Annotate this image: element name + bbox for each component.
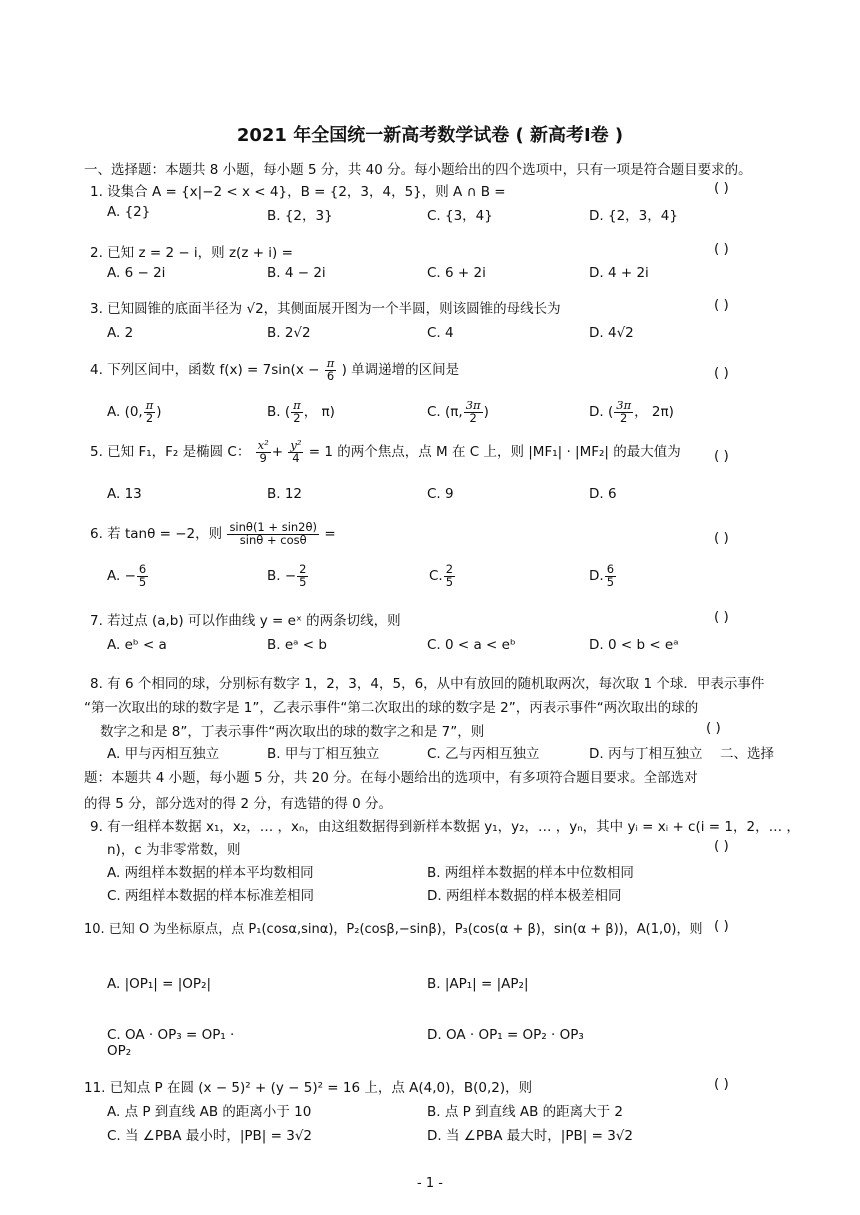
answer-bracket: ( ) [714,838,729,854]
q9-option-d: D. 两组样本数据的样本极差相同 [427,888,622,904]
q6-option-a: A. − $\frac{6}{5}$ [107,562,147,589]
section-heading-2-line-3: 的得 5 分，部分选对的得 2 分，有选错的得 0 分。 [84,796,393,812]
question-4-stem [90,358,459,382]
q1-option-a: A. {2} [107,204,151,220]
q5-option-c: C. 9 [427,486,454,502]
q4-stem-start: 4. 下列区间中，函数 f(x) = 7sin(x − [90,362,320,378]
question-9-line-1: 9. 有一组样本数据 x₁，x₂，… ，xₙ，由这组数据得到新样本数据 y₁，y₂，… ，yₙ，其中 yᵢ = xᵢ + c(i = 1，2，… ， [90,819,800,835]
q10-option-a: A. |OP₁| = |OP₂| [107,976,212,992]
answer-bracket: ( ) [714,609,729,625]
q2-option-b: B. 4 − 2i [267,265,326,281]
answer-bracket: ( ) [706,720,721,736]
q7-option-a: A. eᵇ < a [107,637,167,653]
q2-option-c: C. 6 + 2i [427,265,486,281]
answer-bracket: ( ) [714,1076,729,1092]
q6-option-d: D. $\frac{6}{5}$ [589,562,615,589]
q4-option-d: D. ( $\frac{3\pi}{2}$ ， 2π) [589,398,674,425]
q11-option-a: A. 点 P 到直线 AB 的距离小于 10 [107,1104,312,1120]
q5-option-d: D. 6 [589,486,617,502]
q3-option-d: D. 4√2 [589,325,634,341]
question-8-line-2: “第一次取出的球的数字是 1”，乙表示事件“第二次取出的球的数字是 2”，丙表示事件“两次取出的球的 [84,700,699,716]
q4-option-b: B. ( $\frac{\pi}{2}$ ， π) [267,398,335,425]
q7-option-d: D. 0 < b < eᵃ [589,637,679,653]
q10-option-c-line-1: C. OA · OP₃ = OP₁ · [107,1027,235,1043]
q6-option-c: C. $\frac{2}{5}$ [429,562,454,589]
q7-option-b: B. eᵃ < b [267,637,327,653]
q8-option-d: D. 丙与丁相互独立 [589,746,703,762]
q5-option-b: B. 12 [267,486,303,502]
answer-bracket: ( ) [714,365,729,381]
q10-option-b: B. |AP₁| = |AP₂| [427,976,529,992]
q10-option-c-line-2: OP₂ [107,1043,132,1059]
q2-option-a: A. 6 − 2i [107,265,166,281]
question-8-line-1: 8. 有 6 个相同的球，分别标有数字 1，2，3，4，5，6，从中有放回的随机取两次，每次取 1 个球．甲表示事件 [90,676,765,692]
q9-option-a: A. 两组样本数据的样本平均数相同 [107,865,314,881]
q1-option-d: D. {2，3，4} [589,208,678,224]
q8-option-b: B. 甲与丁相互独立 [267,746,380,762]
q8-option-c: C. 乙与丙相互独立 [427,746,540,762]
answer-bracket: ( ) [714,448,729,462]
answer-bracket: ( ) [714,297,729,313]
answer-bracket: ( ) [714,530,729,546]
question-3-stem: 3. 已知圆锥的底面半径为 √2，其侧面展开图为一个半圆，则该圆锥的母线长为 [90,301,561,317]
question-6-stem: 6. 若 tanθ = −2，则 $\frac{\sin\theta(1 + \sin 2\theta)}{\sin\theta + \cos\theta}$ = [90,520,336,547]
fraction-pi-over-6: $\frac{\pi}{6}$ [326,356,335,383]
q1-option-b: B. {2，3} [267,208,333,224]
q2-option-d: D. 4 + 2i [589,265,649,281]
q6-option-b: B. − $\frac{2}{5}$ [267,562,307,589]
q3-option-a: A. 2 [107,325,134,341]
q3-option-b: B. 2√2 [267,325,311,341]
question-11-stem: 11. 已知点 P 在圆 (x − 5)² + (y − 5)² = 16 上，点 A(4,0)，B(0,2)，则 [84,1080,533,1096]
q9-option-b: B. 两组样本数据的样本中位数相同 [427,865,634,881]
question-7-stem: 7. 若过点 (a,b) 可以作曲线 y = eˣ 的两条切线，则 [90,613,401,629]
q4-stem-end: ) 单调递增的区间是 [341,362,460,378]
question-8-line-3: 数字之和是 8”，丁表示事件“两次取出的球的数字之和是 7”，则 [100,724,485,740]
answer-bracket: ( ) [714,918,729,934]
page-title: 2021 年全国统一新高考数学试卷 ( 新高考Ⅰ卷 ) [236,125,624,146]
q4-option-c: C. (π, $\frac{3\pi}{2}$ ) [427,398,489,425]
section-heading-2-start: 二、选择 [720,746,774,762]
q3-option-c: C. 4 [427,325,454,341]
answer-bracket: ( ) [714,180,729,196]
q11-option-c: C. 当 ∠PBA 最小时，|PB| = 3√2 [107,1128,313,1144]
question-5-stem: 5. 已知 F₁，F₂ 是椭圆 C： $\frac{\text{x²}}{9}$ + $\frac{\text{y²}}{4}$ = 1 的两个焦点，点 M 在 C 上，则 |MF₁| · |MF₂| 的最大值为 [90,440,681,462]
q9-option-c: C. 两组样本数据的样本标准差相同 [107,888,315,904]
question-1-stem: 1. 设集合 A = {x|−2 < x < 4}，B = {2，3，4，5}，则 A ∩ B = [90,184,506,200]
section-heading-1: 一、选择题：本题共 8 小题，每小题 5 分，共 40 分。每小题给出的四个选项中，只有一项是符合题目要求的。 [84,162,752,178]
section-heading-2-line-2: 题：本题共 4 小题，每小题 5 分，共 20 分。在每小题给出的选项中，有多项符合题目要求。全部选对 [84,770,698,786]
q1-option-c: C. {3，4} [427,208,493,224]
q5-option-a: A. 13 [107,486,142,502]
page-number: - 1 - [417,1176,443,1191]
q11-option-b: B. 点 P 到直线 AB 的距离大于 2 [427,1104,624,1120]
question-10-stem: 10. 已知 O 为坐标原点，点 P₁(cosα,sinα)，P₂(cosβ,−sinβ)，P₃(cos(α + β)，sin(α + β))，A(1,0)，则 [84,922,703,937]
question-9-line-2: n)，c 为非零常数，则 [107,842,241,858]
q11-option-d: D. 当 ∠PBA 最大时，|PB| = 3√2 [427,1128,633,1144]
q10-option-d: D. OA · OP₁ = OP₂ · OP₃ [427,1027,584,1043]
question-2-stem: 2. 已知 z = 2 − i，则 z(z + i) = [90,245,293,261]
q7-option-c: C. 0 < a < eᵇ [427,637,516,653]
q4-option-a: A. (0, $\frac{\pi}{2}$ ) [107,398,162,425]
q8-option-a: A. 甲与丙相互独立 [107,746,220,762]
answer-bracket: ( ) [714,241,729,257]
